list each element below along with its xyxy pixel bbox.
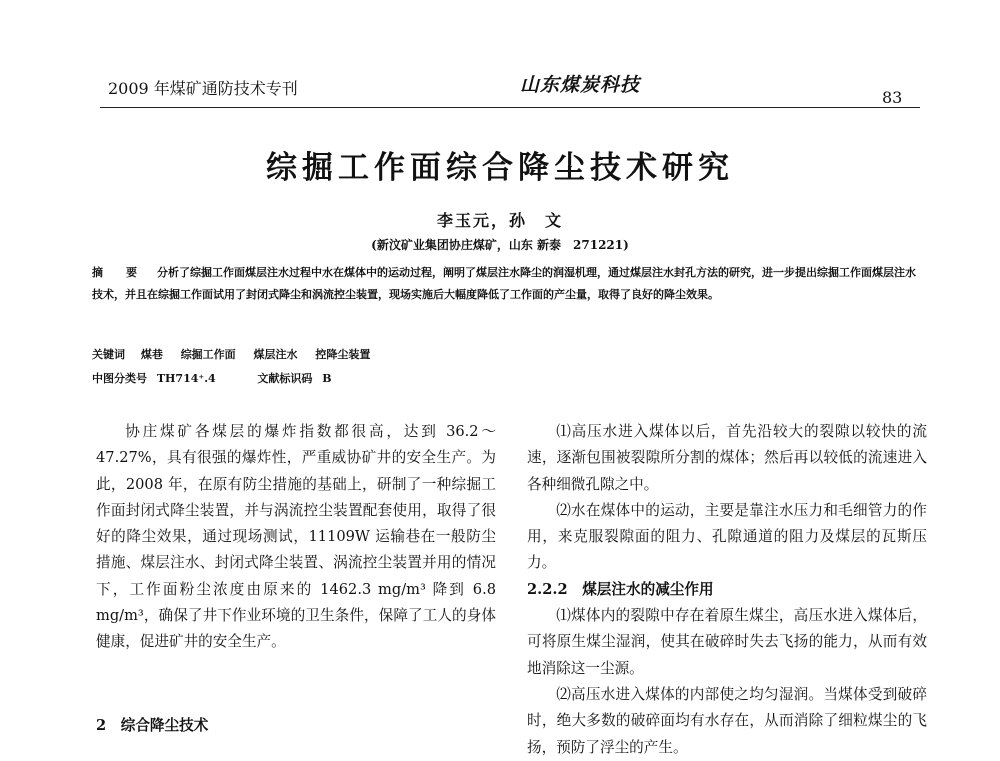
clc-value: TH714⁺.4 (156, 372, 216, 385)
body-paragraph: ⑴高压水进入煤体以后，首先沿较大的裂隙以较快的流速，逐渐包围被裂隙所分割的煤体；然后再以较低的流速进入各种细微孔隙之中。 (527, 423, 927, 493)
journal-name-logo: 山东煤炭科技 (520, 74, 641, 96)
article-authors: 李玉元，孙 文 (436, 211, 563, 230)
body-paragraph: ⑴煤体内的裂隙中存在着原生煤尘，高压水进入煤体后，可将原生煤尘湿润，使其在破碎时失去飞扬的能力，从而有效地消除这一尘源。 (527, 607, 927, 677)
body-paragraph: ⑵水在煤体中的运动，主要是靠注水压力和毛细管力的作用，来克服裂隙面的阻力、孔隙通道的阻力及煤层的瓦斯压力。 (527, 501, 927, 572)
abstract-label: 摘 要 (92, 266, 143, 279)
classification (92, 368, 924, 390)
article-affiliation: (新汶矿业集团协庄煤矿，山东 新泰 271221) (371, 238, 629, 252)
right-column (527, 419, 927, 761)
keyword-item: 煤巷 (140, 348, 163, 361)
abstract (92, 262, 924, 306)
doc-code-label: 文献标识码 (257, 372, 313, 385)
keyword-item: 控降尘装置 (315, 348, 371, 361)
page-number: 83 (882, 88, 903, 107)
journal-issue: 2009 年煤矿通防技术专刊 (108, 79, 298, 98)
body-paragraph: 协庄煤矿各煤层的爆炸指数都很高，达到 36.2～47.27%，具有很强的爆炸性，严重威协矿井的安全生产。为此，2008 年，在原有防尘措施的基础上，研制了一种综掘工作面封闭式降尘装置，并与涡流控尘装置配套使用，取得了很好的降尘效果，通过现场测试，11109W 运输巷在一般防尘措施、煤层注水、封闭式降尘装置、涡流控尘装置并用的情况下，工作面粉尘浓度由原来的 1462.3 mg/m³ 降到 6.8 mg/m³，确保了井下作业环境的卫生条件，保障了工人的身体健康，促进矿井的安全生产。 (96, 423, 496, 651)
keyword-item: 综掘工作面 (180, 348, 236, 361)
keyword-item: 煤层注水 (253, 348, 298, 361)
body-paragraph: ⑵高压水进入煤体的内部使之均匀湿润。当煤体受到破碎时，绝大多数的破碎面均有水存在，从而消除了细粒煤尘的飞扬，预防了浮尘的产生。 (527, 685, 927, 756)
header-rule (100, 107, 920, 108)
clc-label: 中图分类号 (92, 372, 147, 385)
keywords (92, 344, 924, 366)
section-heading: 2 综合降尘技术 (96, 717, 209, 734)
keywords-label: 关键词 (92, 348, 125, 361)
subsection-heading: 2.2.2 煤层注水的减尘作用 (527, 580, 714, 598)
left-column (96, 419, 496, 656)
doc-code-value: B (322, 372, 332, 385)
article-title: 综掘工作面综合降尘技术研究 (266, 150, 734, 186)
abstract-text: 分析了综掘工作面煤层注水过程中水在煤体中的运动过程，阐明了煤层注水降尘的润湿机理，通过煤层注水封孔方法的研究，进一步提出综掘工作面煤层注水技术，并且在综掘工作面试用了封闭式降尘和涡流控尘装置，现场实施后大幅度降低了工作面的产尘量，取得了良好的降尘效果。 (92, 266, 916, 301)
